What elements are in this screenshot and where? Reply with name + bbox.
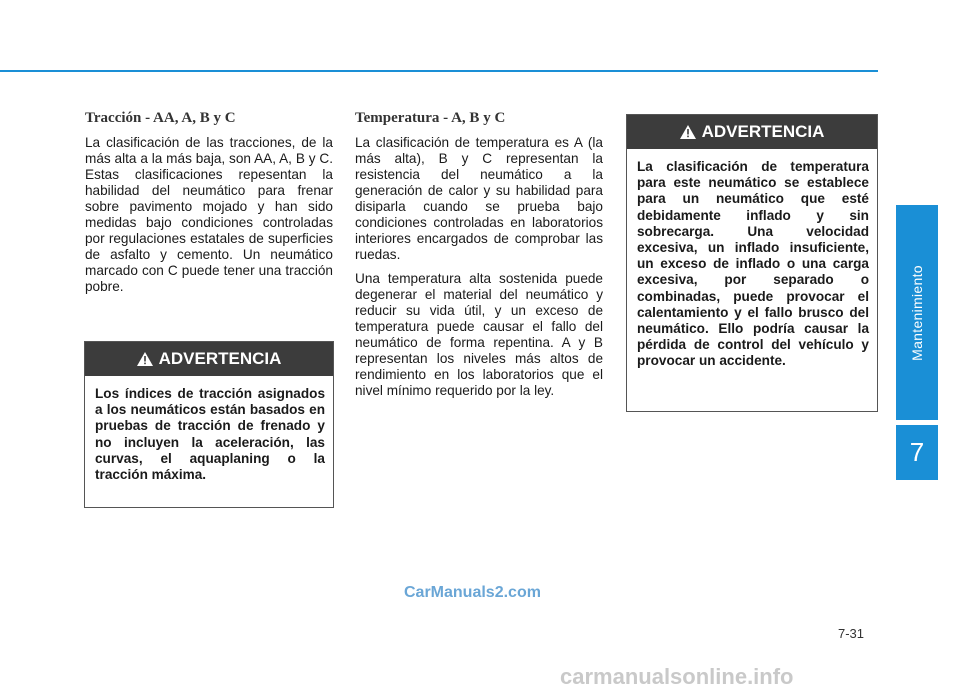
chapter-number: 7 <box>896 425 938 480</box>
warning-header <box>85 342 333 376</box>
traction-body: La clasificación de las tracciones, de la más alta a la más baja, son AA, A, B y C. Estas clasificaciones repesentan la habilidad del neumático para frenar sobre pavimento mojado y han sido medidas bajo condiciones controladas por regulaciones estatales de superficies de asfalto y cemento. Un neumático marcado con C puede tener una tracción pobre. <box>85 135 333 294</box>
temperature-body-2: Una temperatura alta sostenida puede degenerar el material del neumático y reducir su vida útil, y un exceso de temperatura puede causar el fallo del neumático de forma repentina. A y B representan los niveles más altos de rendimiento en los laboratorios que el nivel mínimo requerido por la ley. <box>355 271 603 398</box>
chapter-title: Mantenimiento <box>909 264 926 361</box>
warning-triangle-icon <box>137 352 153 366</box>
page-number: 7-31 <box>838 626 865 641</box>
watermark-footer: carmanualsonline.info <box>560 664 794 689</box>
watermark-link[interactable]: CarManuals2.com <box>404 584 541 601</box>
header-rule <box>0 70 878 72</box>
temperature-body-1: La clasificación de temperatura es A (la más alta), B y C representan la resistencia del neumático a la generación de calor y su habilidad para disiparla cuando se prueba bajo condiciones controladas en laboratorios interiores encargados de comprobar las ruedas. <box>355 135 603 262</box>
warning-text: La clasificación de temperatura para este neumático se establece para un neumático que esté debidamente inflado y sin sobrecarga. Una velocidad excesiva, un inflado insuficiente, un exceso de inflado o una carga excesiva, por separado o combinadas, puede provocar el calentamiento y el fallo brusco del neumático. Ello podría causar la pérdida de control del vehículo y provocar un accidente. <box>637 159 869 369</box>
warning-triangle-icon <box>680 125 696 139</box>
temperature-section <box>355 110 603 407</box>
warning-header <box>627 115 877 149</box>
temperature-warning-box <box>626 114 878 412</box>
traction-warning-box <box>84 341 334 508</box>
warning-title: ADVERTENCIA <box>701 122 825 141</box>
chapter-side-label-wrap <box>896 205 938 420</box>
traction-heading: Tracción - AA, A, B y C <box>85 110 236 126</box>
warning-title: ADVERTENCIA <box>158 349 282 368</box>
warning-text: Los índices de tracción asignados a los neumáticos están basados en pruebas de tracción de frenado y no incluyen la aceleración, las curvas, el aquaplaning o la tracción máxima. <box>95 386 325 483</box>
traction-section <box>85 110 333 303</box>
temperature-heading: Temperatura - A, B y C <box>355 110 506 126</box>
